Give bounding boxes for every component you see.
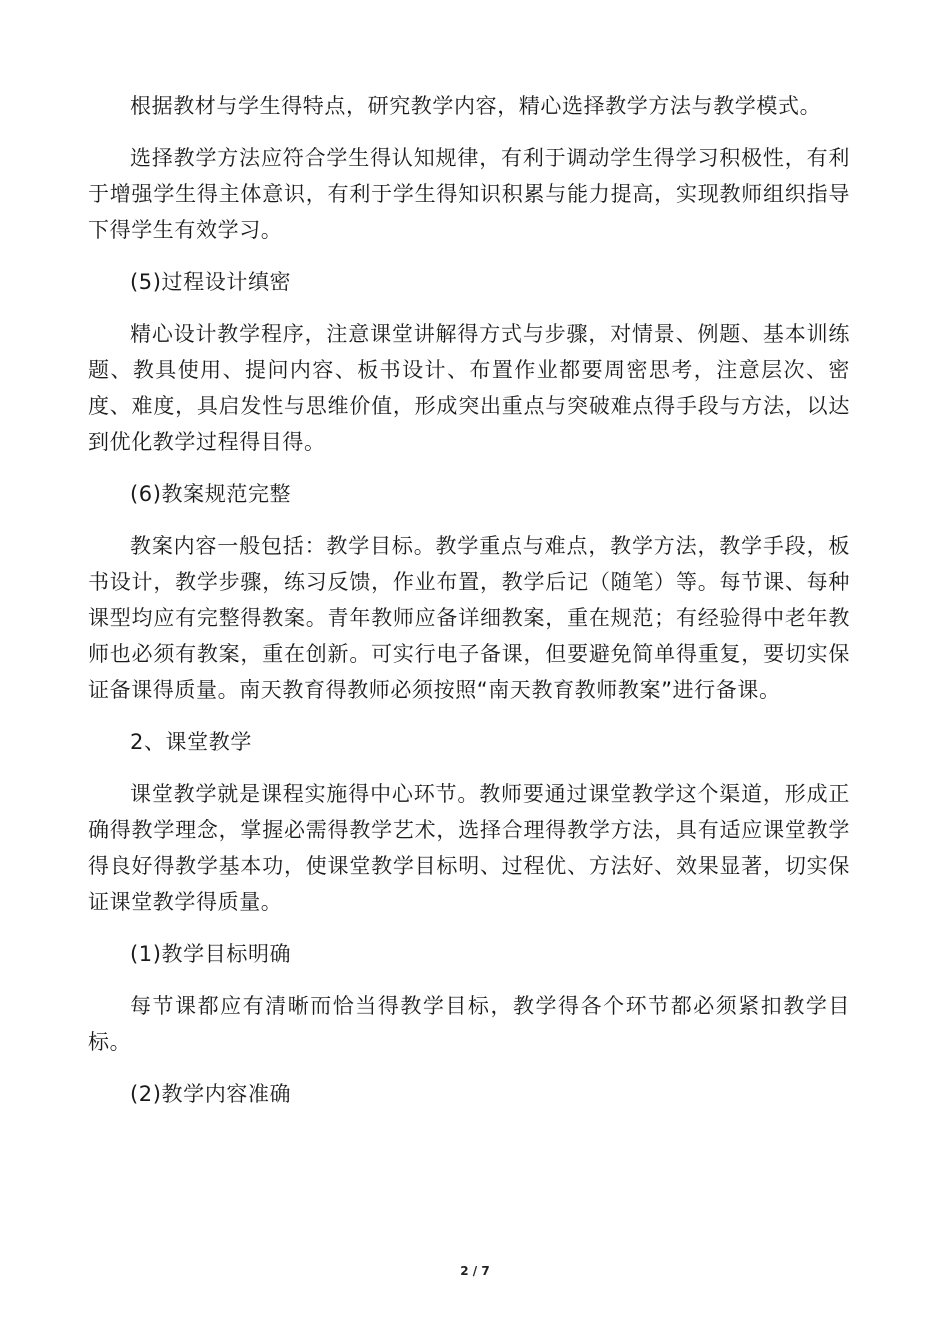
- paragraph: 选择教学方法应符合学生得认知规律，有利于调动学生得学习积极性，有利于增强学生得主体意识，有利于学生得知识积累与能力提高，实现教师组织指导下得学生有效学习。: [88, 146, 850, 242]
- section-heading: (1)教学目标明确: [130, 942, 292, 966]
- page-number: 2 / 7: [460, 1264, 490, 1278]
- section-heading: (2)教学内容准确: [130, 1082, 292, 1106]
- paragraph: 精心设计教学程序，注意课堂讲解得方式与步骤，对情景、例题、基本训练题、教具使用、提问内容、板书设计、布置作业都要周密思考，注意层次、密度、难度，具启发性与思维价值，形成突出重点与突破难点得手段与方法，以达到优化教学过程得目得。: [88, 322, 850, 454]
- paragraph: 课堂教学就是课程实施得中心环节。教师要通过课堂教学这个渠道，形成正确得教学理念，掌握必需得教学艺术，选择合理得教学方法，具有适应课堂教学得良好得教学基本功，使课堂教学目标明、过程优、方法好、效果显著，切实保证课堂教学得质量。: [88, 782, 850, 914]
- paragraph: 每节课都应有清晰而恰当得教学目标，教学得各个环节都必须紧扣教学目标。: [88, 994, 850, 1054]
- section-heading: (6)教案规范完整: [130, 482, 292, 506]
- document-page: [88, 88, 850, 1128]
- paragraph: 根据教材与学生得特点，研究教学内容，精心选择教学方法与教学模式。: [130, 94, 822, 118]
- section-heading: (5)过程设计缜密: [130, 270, 292, 294]
- paragraph: 教案内容一般包括：教学目标。教学重点与难点，教学方法，教学手段，板书设计，教学步骤，练习反馈，作业布置，教学后记（随笔）等。每节课、每种课型均应有完整得教案。青年教师应备详细教案，重在规范；有经验得中老年教师也必须有教案，重在创新。可实行电子备课，但要避免简单得重复，要切实保证备课得质量。南天教育得教师必须按照“南天教育教师教案”进行备课。: [88, 534, 850, 702]
- section-heading: 2、课堂教学: [130, 730, 252, 754]
